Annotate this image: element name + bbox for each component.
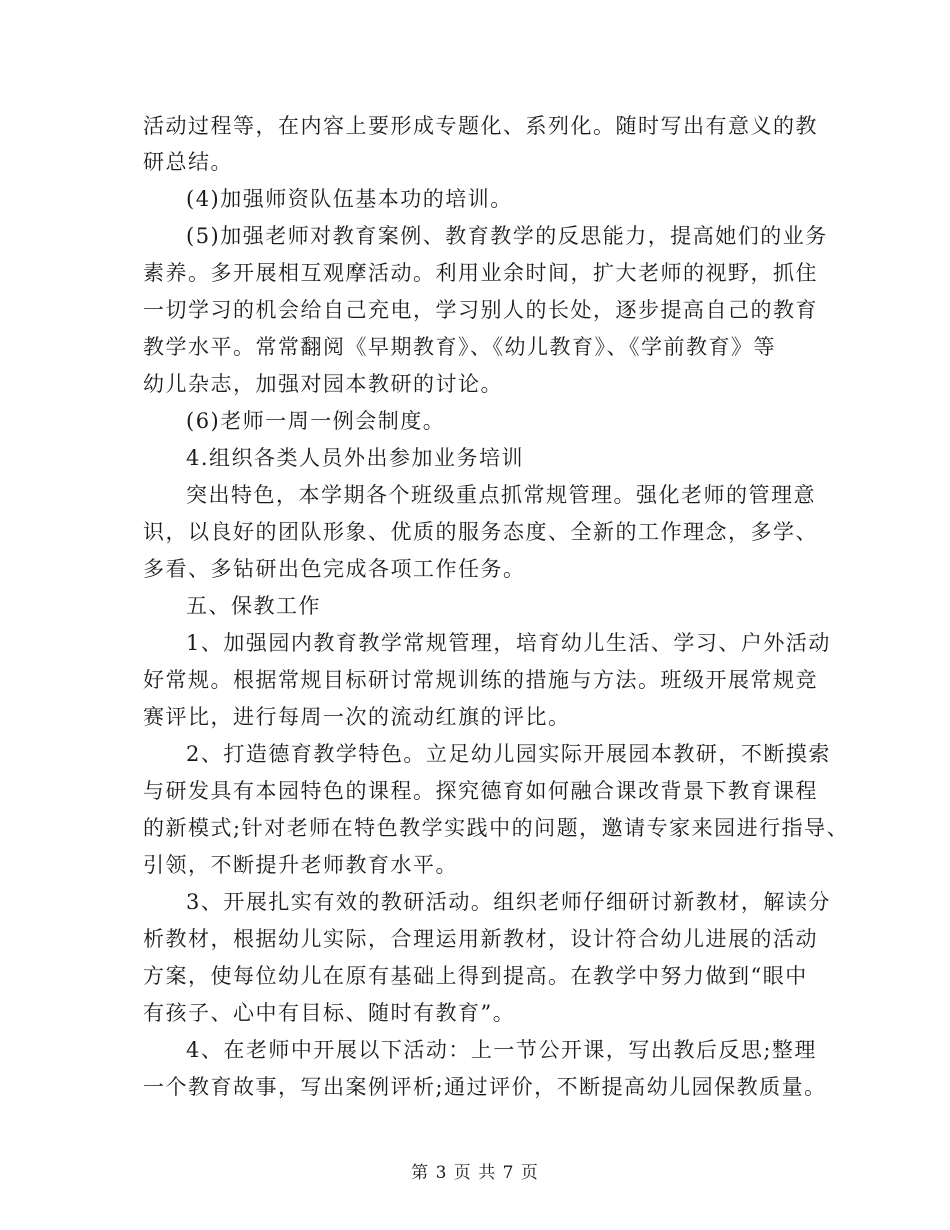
page-number-footer: 第 3 页 共 7 页 xyxy=(411,1163,539,1183)
text-line: 2、打造德育教学特色。立足幼儿园实际开展园本教研，不断摸索 xyxy=(186,742,831,766)
text-line: 的新模式;针对老师在特色教学实践中的问题，邀请专家来园进行指导、 xyxy=(143,816,850,840)
text-line: 研总结。 xyxy=(143,150,233,174)
text-line: (5)加强老师对教育案例、教育教学的反思能力，提高她们的业务 xyxy=(186,224,828,248)
text-line: 教学水平。常常翻阅《早期教育》、《幼儿教育》、《学前教育》等 xyxy=(143,335,776,359)
text-line: 赛评比，进行每周一次的流动红旗的评比。 xyxy=(143,705,571,729)
text-line: 引领，不断提升老师教育水平。 xyxy=(143,853,458,877)
text-line: 与研发具有本园特色的课程。探究德育如何融合课改背景下教育课程 xyxy=(143,779,818,803)
text-line: 素养。多开展相互观摩活动。利用业余时间，扩大老师的视野，抓住 xyxy=(143,261,818,285)
text-line: 识，以良好的团队形象、优质的服务态度、全新的工作理念，多学、 xyxy=(143,520,818,544)
section-heading: 五、保教工作 xyxy=(186,594,321,618)
text-line: 一个教育故事，写出案例评析;通过评价，不断提高幼儿园保教质量。 xyxy=(143,1075,827,1099)
text-line: 突出特色，本学期各个班级重点抓常规管理。强化老师的管理意 xyxy=(186,483,816,507)
text-line: 多看、多钻研出色完成各项工作任务。 xyxy=(143,557,526,581)
text-line: 1、加强园内教育教学常规管理，培育幼儿生活、学习、户外活动 xyxy=(186,631,831,655)
text-line: 幼儿杂志，加强对园本教研的讨论。 xyxy=(143,372,503,396)
text-line: (6)老师一周一例会制度。 xyxy=(186,409,446,433)
text-line: 好常规。根据常规目标研讨常规训练的措施与方法。班级开展常规竞 xyxy=(143,668,818,692)
text-line: 方案，使每位幼儿在原有基础上得到提高。在教学中努力做到“眼中 xyxy=(143,964,808,988)
section-heading: 4.组织各类人员外出参加业务培训 xyxy=(186,446,525,470)
text-line: (4)加强师资队伍基本功的培训。 xyxy=(186,187,513,211)
text-line: 3、开展扎实有效的教研活动。组织老师仔细研讨新教材，解读分 xyxy=(186,890,831,914)
text-line: 有孩子、心中有目标、随时有教育”。 xyxy=(143,1001,516,1025)
text-line: 活动过程等，在内容上要形成专题化、系列化。随时写出有意义的教 xyxy=(143,114,818,138)
text-line: 4、在老师中开展以下活动：上一节公开课，写出教后反思;整理 xyxy=(186,1038,817,1062)
text-line: 一切学习的机会给自己充电，学习别人的长处，逐步提高自己的教育 xyxy=(143,298,818,322)
text-line: 析教材，根据幼儿实际，合理运用新教材，设计符合幼儿进展的活动 xyxy=(143,927,818,951)
